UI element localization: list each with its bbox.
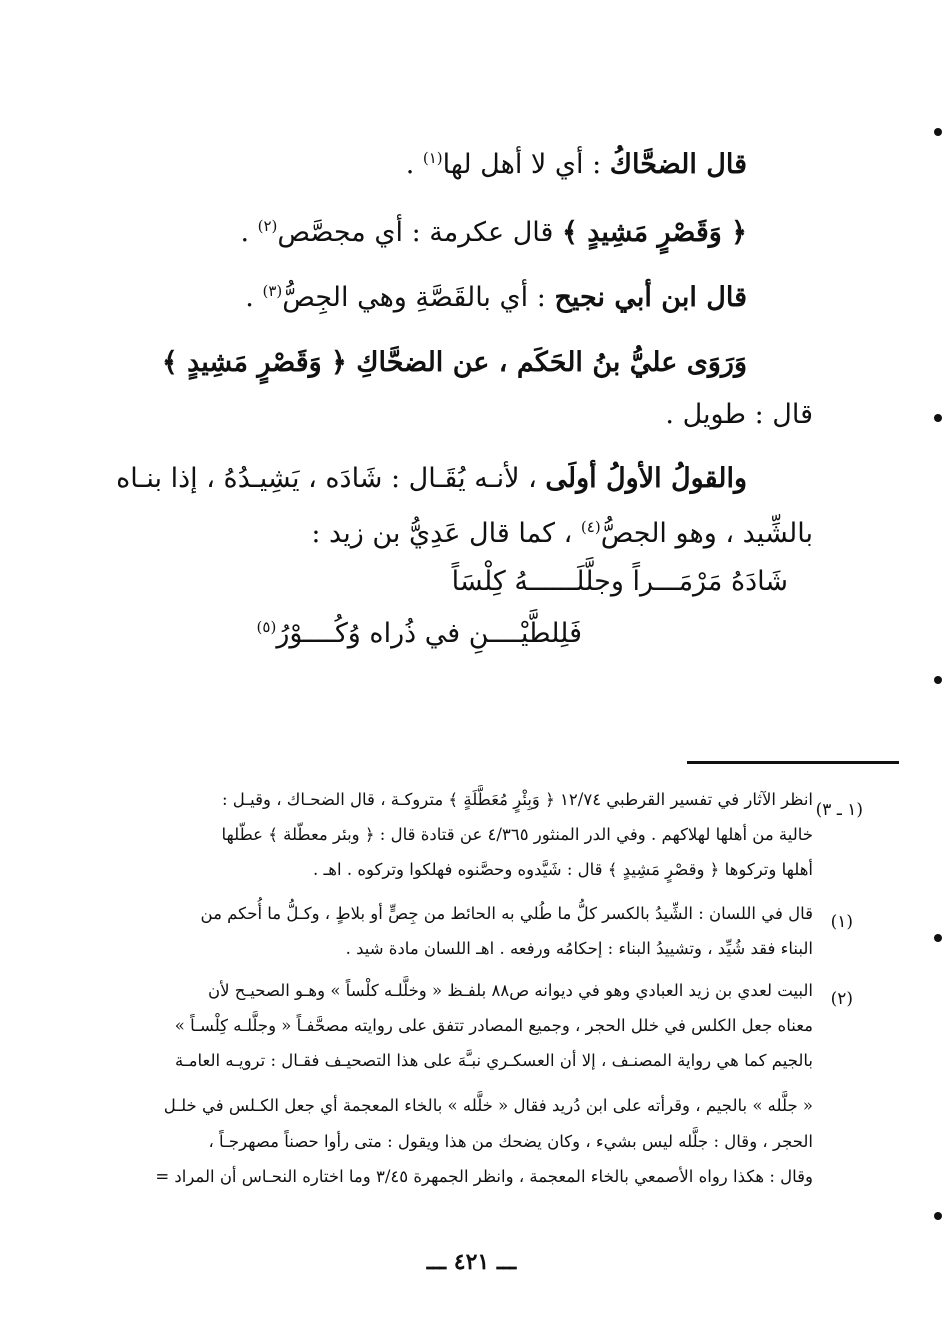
page-number: ـــ ٤٢١ ـــ bbox=[426, 1249, 517, 1275]
footnote-separator bbox=[687, 761, 899, 764]
footnote-ref-5: (٥) bbox=[256, 618, 277, 636]
scan-edge-mark bbox=[934, 414, 942, 422]
opinion-heading: والقولُ الأولُ أولَى bbox=[545, 463, 747, 494]
main-line-6 bbox=[116, 460, 747, 498]
footnote-2-line-4: « جلَّله » بالجيم ، وقرأته على ابن دُريد فقال « خلَّله » بالخاء المعجمة أي جعل الكـلس في خلـل bbox=[163, 1096, 813, 1115]
footnote-ref-1: (١) bbox=[422, 149, 443, 167]
speaker-dahhak: قال الضحَّاكُ bbox=[609, 149, 747, 180]
line-text: : أي بالقَصَّةِ وهي الجِصُّ bbox=[282, 282, 555, 313]
main-line-4: وَرَوَى عليُّ بنُ الحَكَم ، عن الضحَّاكِ ﴿ وَقَصْرٍ مَشِيدٍ ﴾ bbox=[161, 347, 747, 378]
scan-edge-mark bbox=[934, 128, 942, 136]
footnote-2-line-6: وقال : هكذا رواه الأصمعي بالخاء المعجمة ، وانظر الجمهرة ٣/٤٥ وما اختاره النحـاس أن المراد = bbox=[155, 1167, 813, 1186]
scan-edge-mark bbox=[934, 1212, 942, 1220]
line-text: ، لأنـه يُقَـال : شَادَه ، يَشِيـدُهُ ، إذا بنـاه bbox=[116, 463, 546, 494]
scan-edge-mark bbox=[934, 676, 942, 684]
footnote-ref-2: (٢) bbox=[257, 217, 278, 235]
footnote-1-line-2: البناء فقد شُيِّد ، وتشييدُ البناء : إحكامُه ورفعه . اهـ اللسان مادة شيد . bbox=[345, 939, 813, 958]
line-text: : أي لا أهل لها bbox=[442, 149, 610, 180]
poem-verse-1: شَادَهُ مَرْمَـــراً وجلَّلَــــــهُ كِلْسَاً bbox=[451, 566, 788, 597]
footnote-1-3-line-2: خالية من أهلها لهلاكهم . وفي الدر المنثور ٤/٣٦٥ عن قتادة قال : ﴿ وبئر معطّلة ﴾ عطّلها bbox=[221, 825, 813, 844]
main-line-5: قال : طويل . bbox=[665, 399, 813, 430]
footnote-2-line-2: معناه جعل الكلس في خلل الحجر ، وجميع المصادر تتفق على روايته مصحَّفـاً « وجلَّلـه كِلْسـاً » bbox=[174, 1016, 813, 1035]
footnote-2-line-1: البيت لعدي بن زيد العبادي وهو في ديوانه ص٨٨ بلفـظ « وخلَّلـه كلْساً » وهـو الصحيـح لأن bbox=[208, 981, 813, 1000]
line-text: بالشِّيد ، وهو الجصُّ bbox=[600, 518, 813, 549]
line-text: قال عكرمة : أي مجصَّص bbox=[277, 217, 563, 248]
footnote-1-line-1: قال في اللسان : الشِّيدُ بالكسر كلُّ ما طُلي به الحائط من جِصٍّ أو بلاطٍ ، وكـلُّ ما أُحكم من bbox=[200, 904, 813, 923]
footnote-1-3-line-1: انظر الآثار في تفسير القرطبي ١٢/٧٤ ﴿ وَبِئْرٍ مُعَطَّلَةٍ ﴾ متروكـة ، قال الضحـاك ، وقيـل : bbox=[221, 790, 813, 809]
main-line-1 bbox=[406, 146, 747, 184]
footnote-number-1-3: (١ ـ ٣) bbox=[815, 800, 863, 820]
verse-text: فَلِلطَّيْــــنِ في ذُراه وُكُــــوْرُ bbox=[276, 618, 582, 649]
line-end: . bbox=[405, 149, 423, 180]
line-text-continued: ، كما قال عَدِيُّ بن زيد : bbox=[311, 518, 581, 549]
main-line-7 bbox=[311, 515, 813, 553]
poem-verse-2 bbox=[257, 615, 582, 653]
footnote-ref-3: (٣) bbox=[262, 282, 283, 300]
scan-edge-mark bbox=[934, 934, 942, 942]
main-line-3 bbox=[245, 279, 747, 317]
main-line-2 bbox=[240, 214, 747, 252]
quran-quote: ﴿ وَقَصْرٍ مَشِيدٍ ﴾ bbox=[562, 217, 747, 248]
footnote-1-3-line-3: أهلها وتركوها ﴿ وقصْرٍ مَشِيدٍ ﴾ قال : شَيَّدوه وحصَّنوه فهلكوا وتركوه . اهـ . bbox=[312, 860, 813, 879]
footnote-2-line-3: بالجيم كما هي رواية المصنـف ، إلا أن العسكـري نبـَّهَ على هذا التصحيـف فقـال : ترويـه العامـة bbox=[174, 1051, 813, 1070]
footnote-number-1: (١) bbox=[830, 912, 853, 932]
footnote-number-2: (٢) bbox=[830, 989, 853, 1009]
line-end: . bbox=[245, 282, 263, 313]
footnote-2-line-5: الحجر ، وقال : جلَّله ليس بشيء ، وكان يضحك من هذا ويقول : متى رأوا حصناً مصهرجـاً ، bbox=[208, 1132, 813, 1151]
footnote-ref-4: (٤) bbox=[580, 518, 601, 536]
speaker-ibn-abi-najih: قال ابن أبي نجيح bbox=[554, 282, 747, 313]
line-end: . bbox=[240, 217, 258, 248]
